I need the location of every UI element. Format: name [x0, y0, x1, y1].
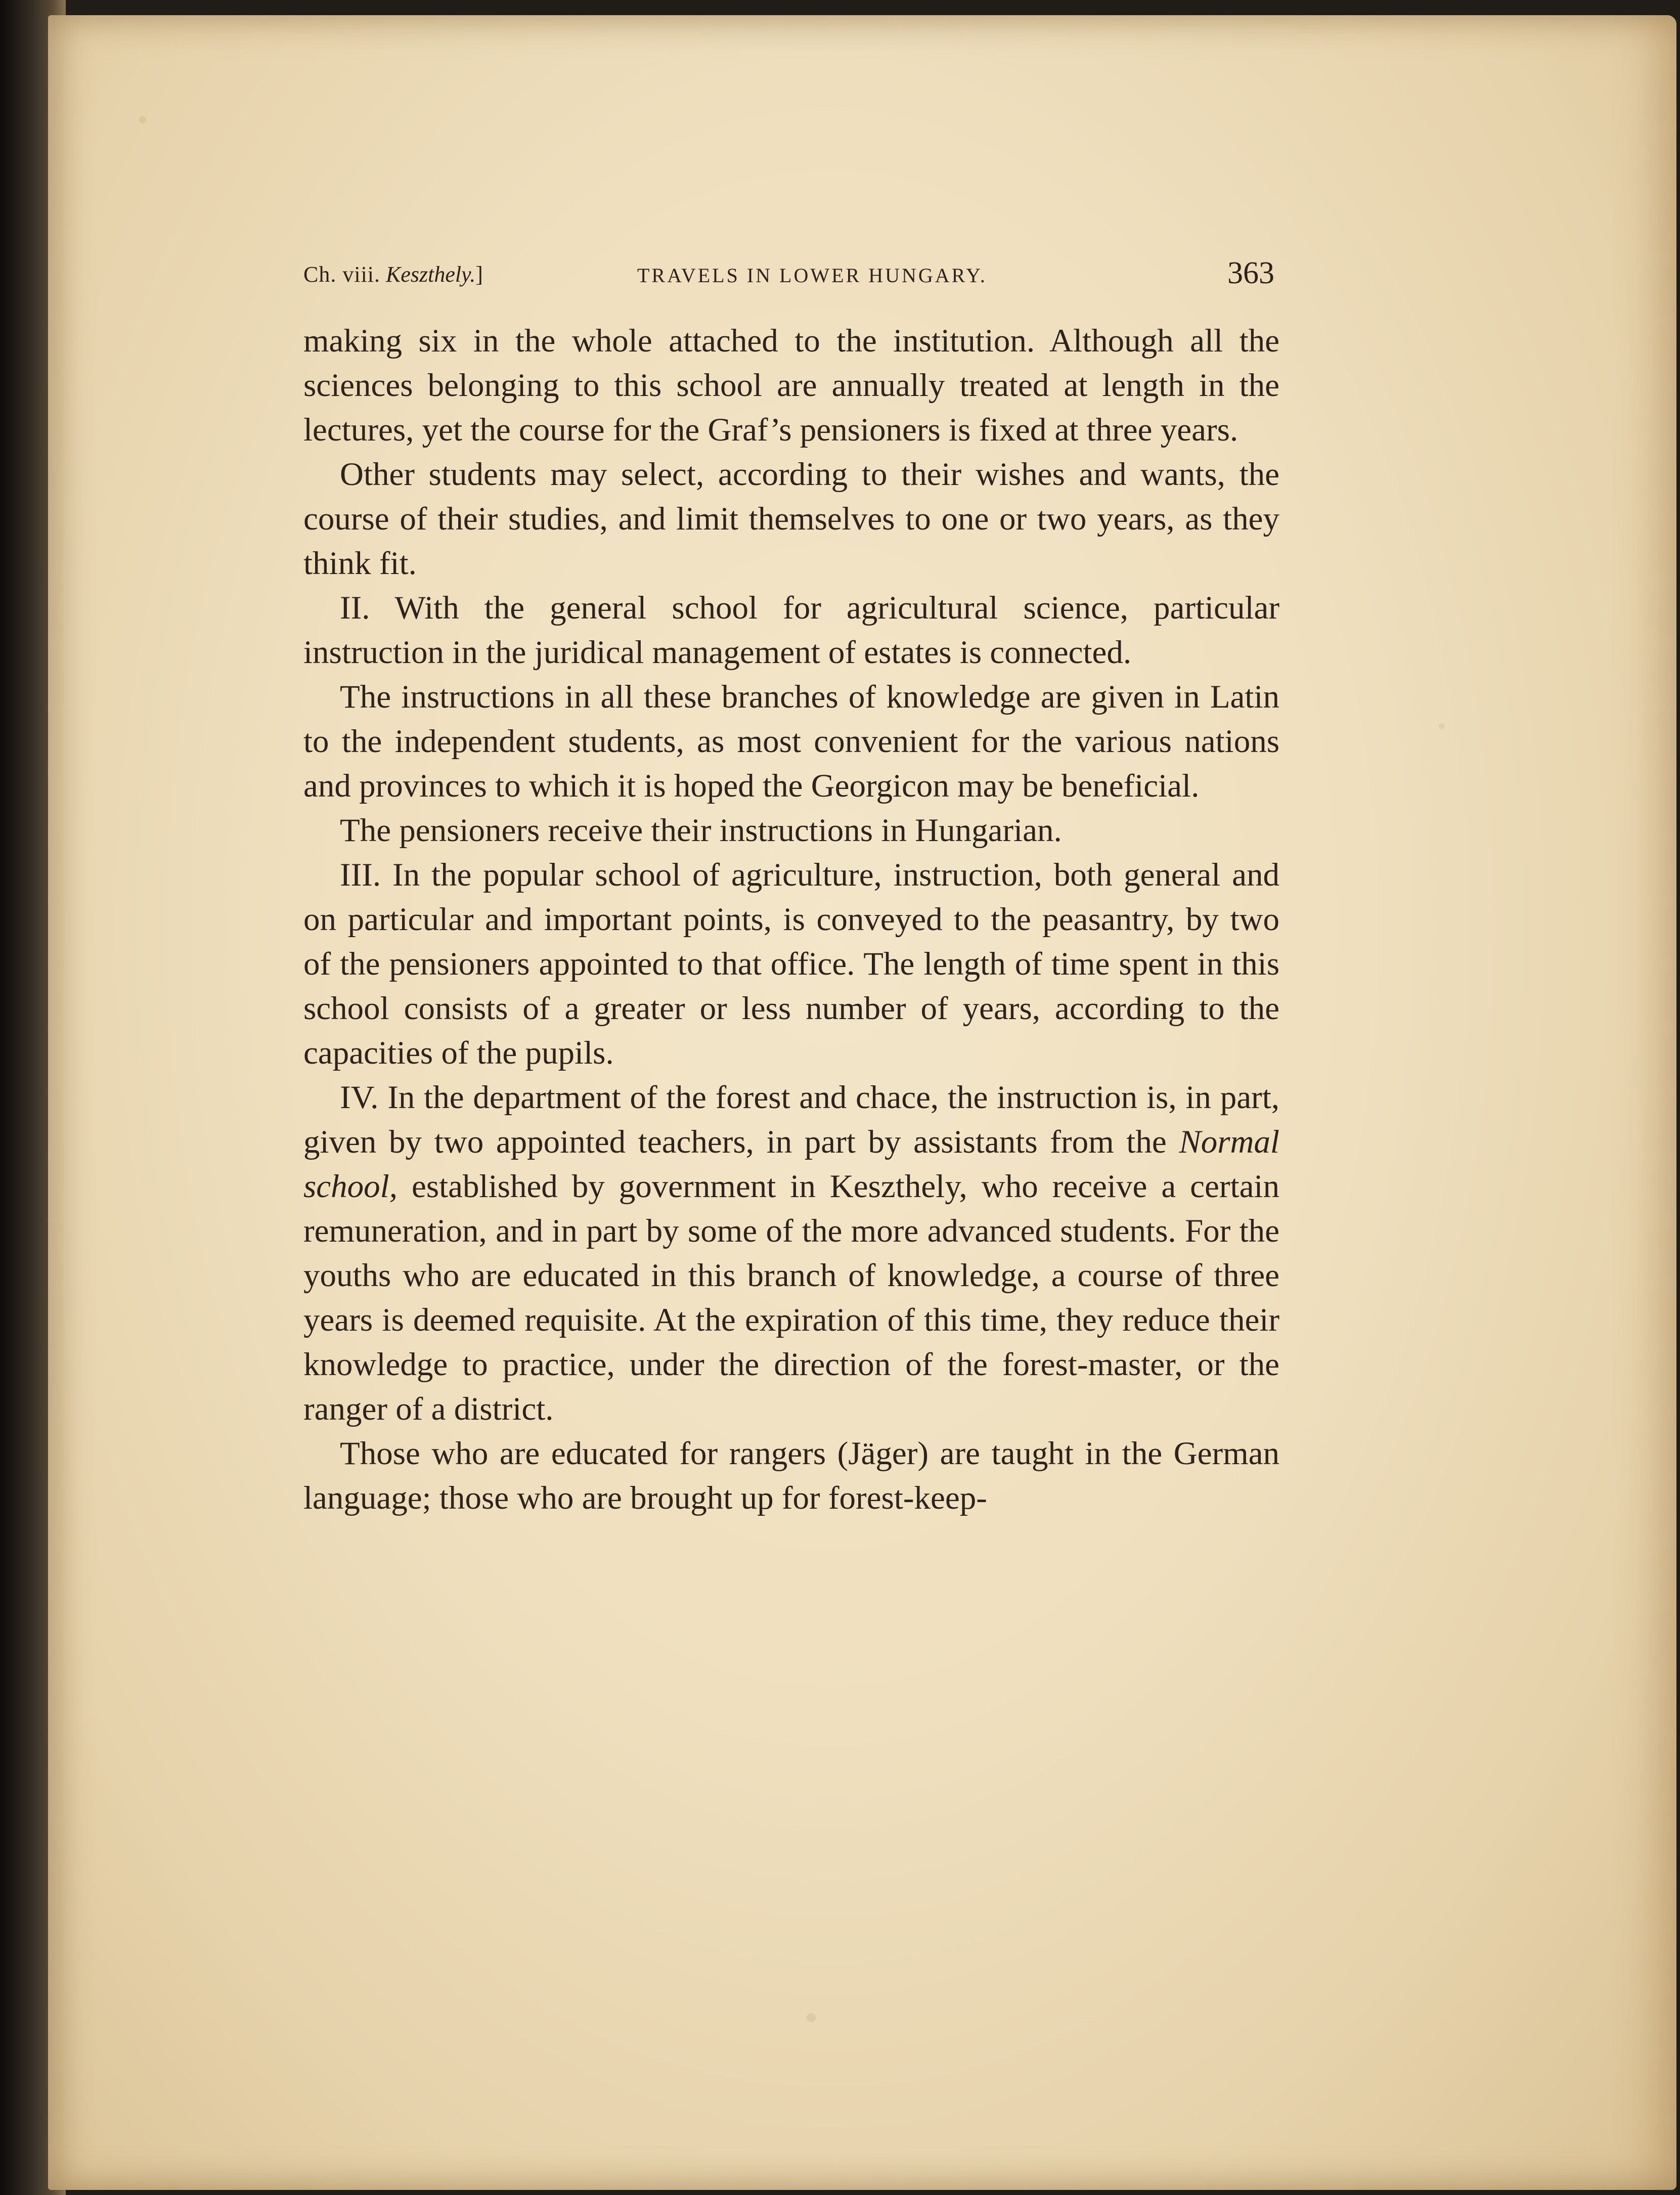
paper-speck	[807, 2013, 816, 2022]
body-text	[303, 319, 1279, 1520]
italic-phrase: Normal school,	[303, 1124, 1279, 1205]
paper-speck	[139, 116, 146, 123]
paragraph: The pensioners receive their instructions in Hungarian.	[340, 812, 1062, 849]
chapter-place: Keszthely.	[386, 262, 476, 287]
page-number: 363	[1227, 256, 1274, 290]
paragraph: Other students may select, according to their wishes and wants, the course of their studies, and limit themselves to one or two years, as they think fit.	[303, 456, 1279, 582]
paragraph	[303, 1075, 1279, 1431]
paragraph: Those who are educated for rangers (Jäger) are taught in the German language; those who are brought up for forest-keep-	[303, 1435, 1279, 1516]
paragraph: making six in the whole attached to the institution. Although all the sciences belonging to this school are annually treated at length in the lectures, yet the course for the Graf’s pensioners is fixed at three years.	[303, 323, 1279, 448]
chapter-bracket: ]	[475, 262, 483, 287]
paragraph: The instructions in all these branches of knowledge are given in Latin to the independent students, as most convenient for the various nations and provinces to which it is hoped the Georgicon may be beneficial.	[303, 679, 1279, 804]
paper-speck	[1439, 723, 1445, 729]
running-header	[303, 255, 1279, 296]
chapter-reference	[303, 261, 483, 287]
paragraph: II. With the general school for agricultural science, particular instruction in the juridical management of estates is connected.	[303, 590, 1279, 671]
chapter-number: Ch. viii.	[303, 262, 381, 287]
paragraph-text: IV. In the department of the forest and chace, the instruction is, in part, given by two appointed teachers, in part by assistants from the	[303, 1079, 1279, 1160]
paragraph-text: established by government in Keszthely, who receive a certain remuneration, and in part by some of the more advanced students. For the youths who are educated in this branch of knowledge, a course of three years is deemed requisite. At the expiration of this time, they reduce their knowledge to practice, under the direction of the forest-master, or the ranger of a district.	[303, 1168, 1279, 1427]
running-title: TRAVELS IN LOWER HUNGARY.	[637, 264, 987, 287]
paragraph: III. In the popular school of agriculture, instruction, both general and on particular and important points, is conveyed to the peasantry, by two of the pensioners appointed to that office. The length of time spent in this school consists of a greater or less number of years, according to the capacities of the pupils.	[303, 857, 1279, 1071]
